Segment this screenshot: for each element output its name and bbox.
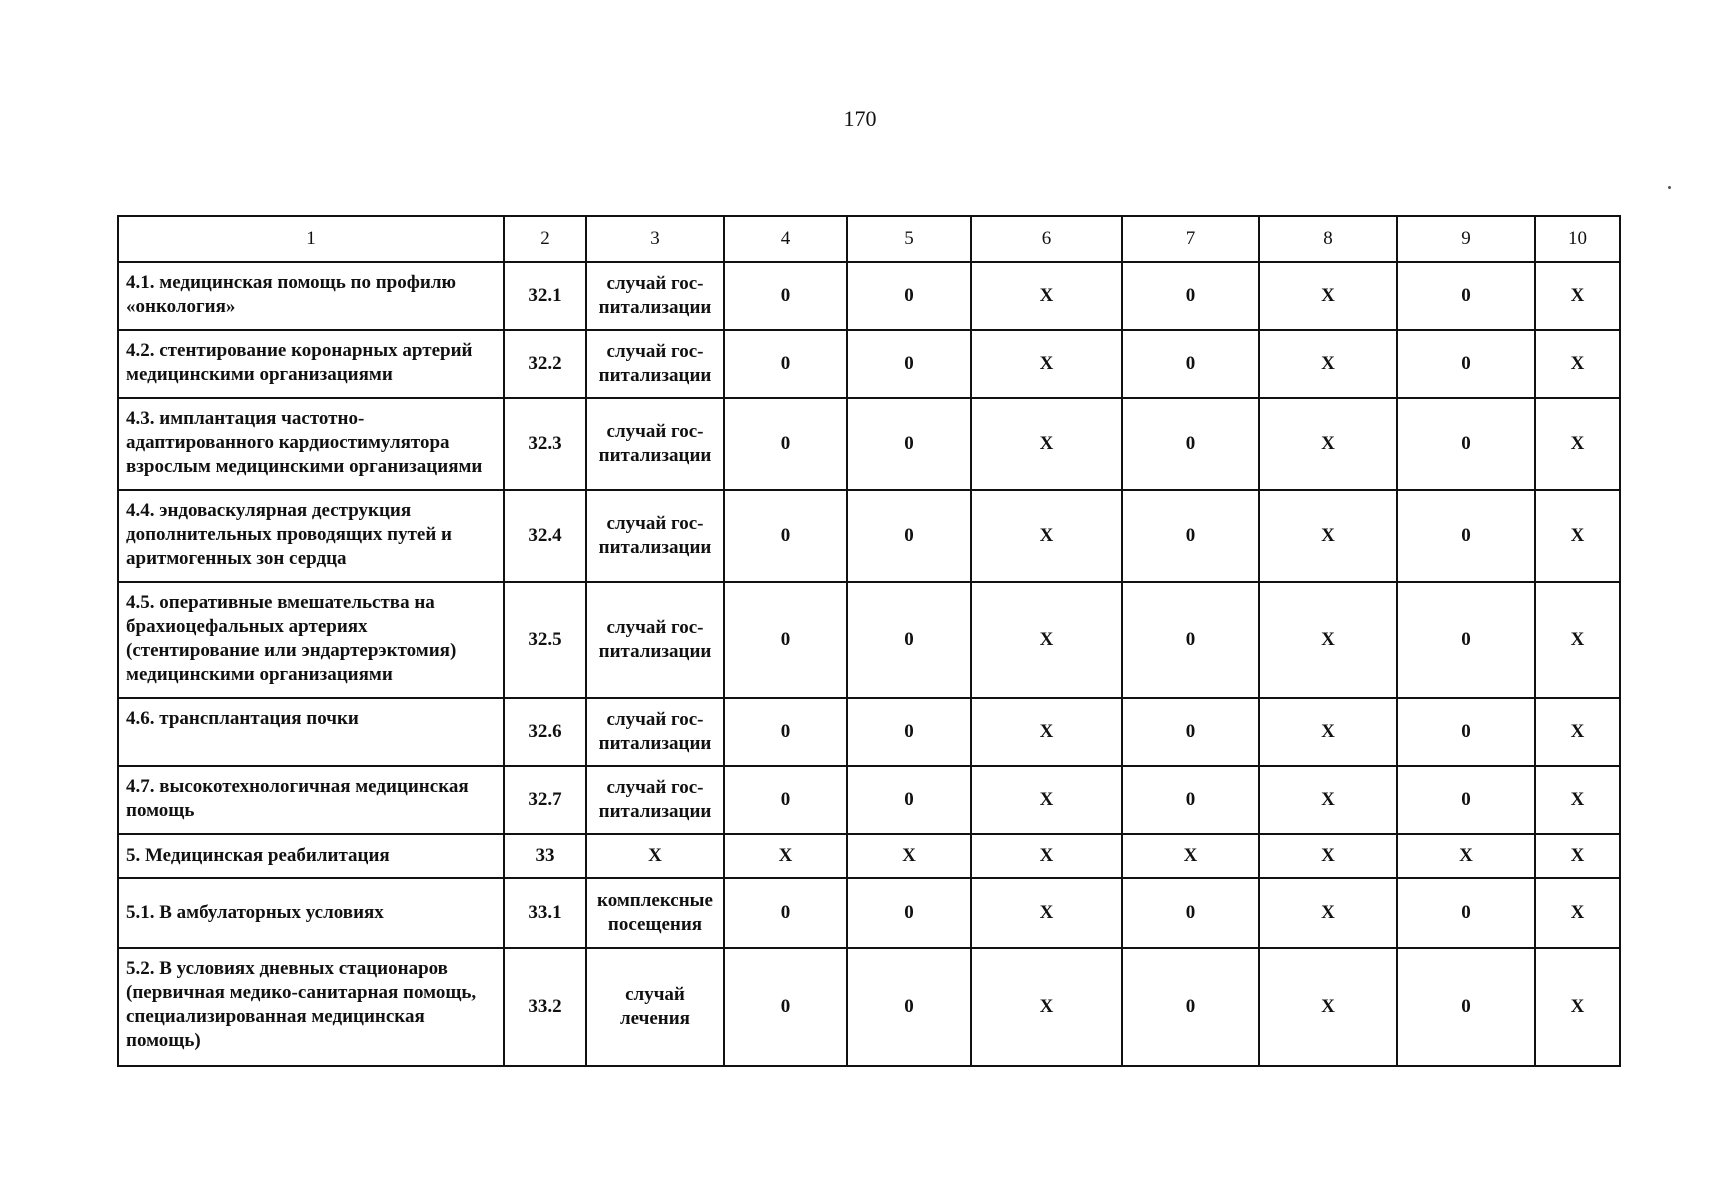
cell-col-8: Х	[1259, 948, 1397, 1066]
row-unit: Х	[586, 834, 724, 878]
table-row	[118, 582, 1620, 698]
row-name: 5. Медицинская реабилитация	[118, 834, 504, 878]
cell-col-7: 0	[1122, 490, 1259, 582]
cell-col-9: 0	[1397, 948, 1535, 1066]
cell-col-6: Х	[971, 766, 1122, 834]
cell-col-9: 0	[1397, 698, 1535, 766]
table-row	[118, 698, 1620, 766]
cell-col-10: Х	[1535, 330, 1620, 398]
row-name: 4.1. медицинская помощь по профилю «онкология»	[118, 262, 504, 330]
row-name: 5.1. В амбулаторных условиях	[118, 878, 504, 948]
cell-col-4: 0	[724, 490, 847, 582]
column-header: 7	[1122, 216, 1259, 262]
cell-col-4: 0	[724, 330, 847, 398]
cell-col-10: Х	[1535, 262, 1620, 330]
cell-col-9: 0	[1397, 262, 1535, 330]
cell-col-6: Х	[971, 490, 1122, 582]
row-code: 32.2	[504, 330, 586, 398]
column-header: 6	[971, 216, 1122, 262]
row-unit: случай гос-питализации	[586, 330, 724, 398]
table-row	[118, 766, 1620, 834]
cell-col-10: Х	[1535, 398, 1620, 490]
cell-col-9: 0	[1397, 766, 1535, 834]
cell-col-6: Х	[971, 330, 1122, 398]
row-code: 32.6	[504, 698, 586, 766]
row-code: 32.1	[504, 262, 586, 330]
column-header: 3	[586, 216, 724, 262]
scan-speck	[1668, 186, 1671, 189]
column-header: 4	[724, 216, 847, 262]
table-row	[118, 948, 1620, 1066]
cell-col-4: 0	[724, 262, 847, 330]
cell-col-9: 0	[1397, 582, 1535, 698]
row-unit: случай гос-питализации	[586, 398, 724, 490]
cell-col-6: Х	[971, 582, 1122, 698]
row-unit: случай гос-питализации	[586, 490, 724, 582]
cell-col-9: 0	[1397, 330, 1535, 398]
table-header-row	[118, 216, 1620, 262]
table-row	[118, 398, 1620, 490]
cell-col-5: 0	[847, 490, 971, 582]
cell-col-9: Х	[1397, 834, 1535, 878]
cell-col-8: Х	[1259, 766, 1397, 834]
cell-col-8: Х	[1259, 582, 1397, 698]
cell-col-7: Х	[1122, 834, 1259, 878]
row-unit: случай лечения	[586, 948, 724, 1066]
table-row	[118, 878, 1620, 948]
row-unit: комплексные посещения	[586, 878, 724, 948]
table-row	[118, 262, 1620, 330]
row-code: 33	[504, 834, 586, 878]
cell-col-6: Х	[971, 834, 1122, 878]
row-name: 4.4. эндоваскулярная деструкция дополнительных проводящих путей и аритмогенных зон сердца	[118, 490, 504, 582]
table-row	[118, 834, 1620, 878]
cell-col-10: Х	[1535, 490, 1620, 582]
column-header: 10	[1535, 216, 1620, 262]
row-unit: случай гос-питализации	[586, 582, 724, 698]
cell-col-9: 0	[1397, 398, 1535, 490]
cell-col-7: 0	[1122, 582, 1259, 698]
cell-col-5: 0	[847, 766, 971, 834]
cell-col-6: Х	[971, 948, 1122, 1066]
cell-col-4: 0	[724, 878, 847, 948]
cell-col-10: Х	[1535, 698, 1620, 766]
row-code: 33.2	[504, 948, 586, 1066]
cell-col-10: Х	[1535, 948, 1620, 1066]
row-code: 32.7	[504, 766, 586, 834]
cell-col-7: 0	[1122, 878, 1259, 948]
cell-col-8: Х	[1259, 490, 1397, 582]
row-code: 33.1	[504, 878, 586, 948]
table-row	[118, 330, 1620, 398]
column-header: 1	[118, 216, 504, 262]
cell-col-6: Х	[971, 262, 1122, 330]
row-name: 4.5. оперативные вмешательства на брахиоцефальных артериях (стентирование или эндартерэктомия) медицинскими организациями	[118, 582, 504, 698]
cell-col-4: 0	[724, 698, 847, 766]
cell-col-7: 0	[1122, 698, 1259, 766]
table-row	[118, 490, 1620, 582]
page-number: 170	[843, 106, 877, 131]
column-header: 5	[847, 216, 971, 262]
row-name: 4.3. имплантация частотно-адаптированного кардиостимулятора взрослым медицинскими организациями	[118, 398, 504, 490]
cell-col-5: 0	[847, 948, 971, 1066]
cell-col-6: Х	[971, 878, 1122, 948]
cell-col-9: 0	[1397, 878, 1535, 948]
cell-col-5: 0	[847, 582, 971, 698]
cell-col-5: 0	[847, 698, 971, 766]
cell-col-4: Х	[724, 834, 847, 878]
cell-col-5: 0	[847, 398, 971, 490]
cell-col-10: Х	[1535, 878, 1620, 948]
cell-col-7: 0	[1122, 398, 1259, 490]
column-header: 8	[1259, 216, 1397, 262]
row-code: 32.4	[504, 490, 586, 582]
cell-col-8: Х	[1259, 698, 1397, 766]
cell-col-5: 0	[847, 330, 971, 398]
cell-col-5: 0	[847, 262, 971, 330]
cell-col-7: 0	[1122, 766, 1259, 834]
cell-col-4: 0	[724, 948, 847, 1066]
row-name: 4.6. трансплантация почки	[118, 698, 504, 766]
row-code: 32.3	[504, 398, 586, 490]
row-unit: случай гос-питализации	[586, 262, 724, 330]
cell-col-6: Х	[971, 698, 1122, 766]
row-code: 32.5	[504, 582, 586, 698]
row-name: 5.2. В условиях дневных стационаров (первичная медико-санитарная помощь, специализированная медицинская помощь)	[118, 948, 504, 1066]
cell-col-5: 0	[847, 878, 971, 948]
cell-col-9: 0	[1397, 490, 1535, 582]
column-header: 2	[504, 216, 586, 262]
cell-col-10: Х	[1535, 766, 1620, 834]
cell-col-8: Х	[1259, 398, 1397, 490]
row-unit: случай гос-питализации	[586, 766, 724, 834]
cell-col-8: Х	[1259, 262, 1397, 330]
cell-col-8: Х	[1259, 834, 1397, 878]
row-name: 4.7. высокотехнологичная медицинская помощь	[118, 766, 504, 834]
cell-col-5: Х	[847, 834, 971, 878]
cell-col-10: Х	[1535, 582, 1620, 698]
cell-col-4: 0	[724, 398, 847, 490]
column-header: 9	[1397, 216, 1535, 262]
cell-col-7: 0	[1122, 330, 1259, 398]
cell-col-10: Х	[1535, 834, 1620, 878]
cell-col-8: Х	[1259, 878, 1397, 948]
cell-col-4: 0	[724, 582, 847, 698]
cell-col-6: Х	[971, 398, 1122, 490]
cell-col-8: Х	[1259, 330, 1397, 398]
row-unit: случай гос-питализации	[586, 698, 724, 766]
cell-col-4: 0	[724, 766, 847, 834]
cell-col-7: 0	[1122, 948, 1259, 1066]
data-table	[117, 215, 1621, 1067]
cell-col-7: 0	[1122, 262, 1259, 330]
row-name: 4.2. стентирование коронарных артерий медицинскими организациями	[118, 330, 504, 398]
